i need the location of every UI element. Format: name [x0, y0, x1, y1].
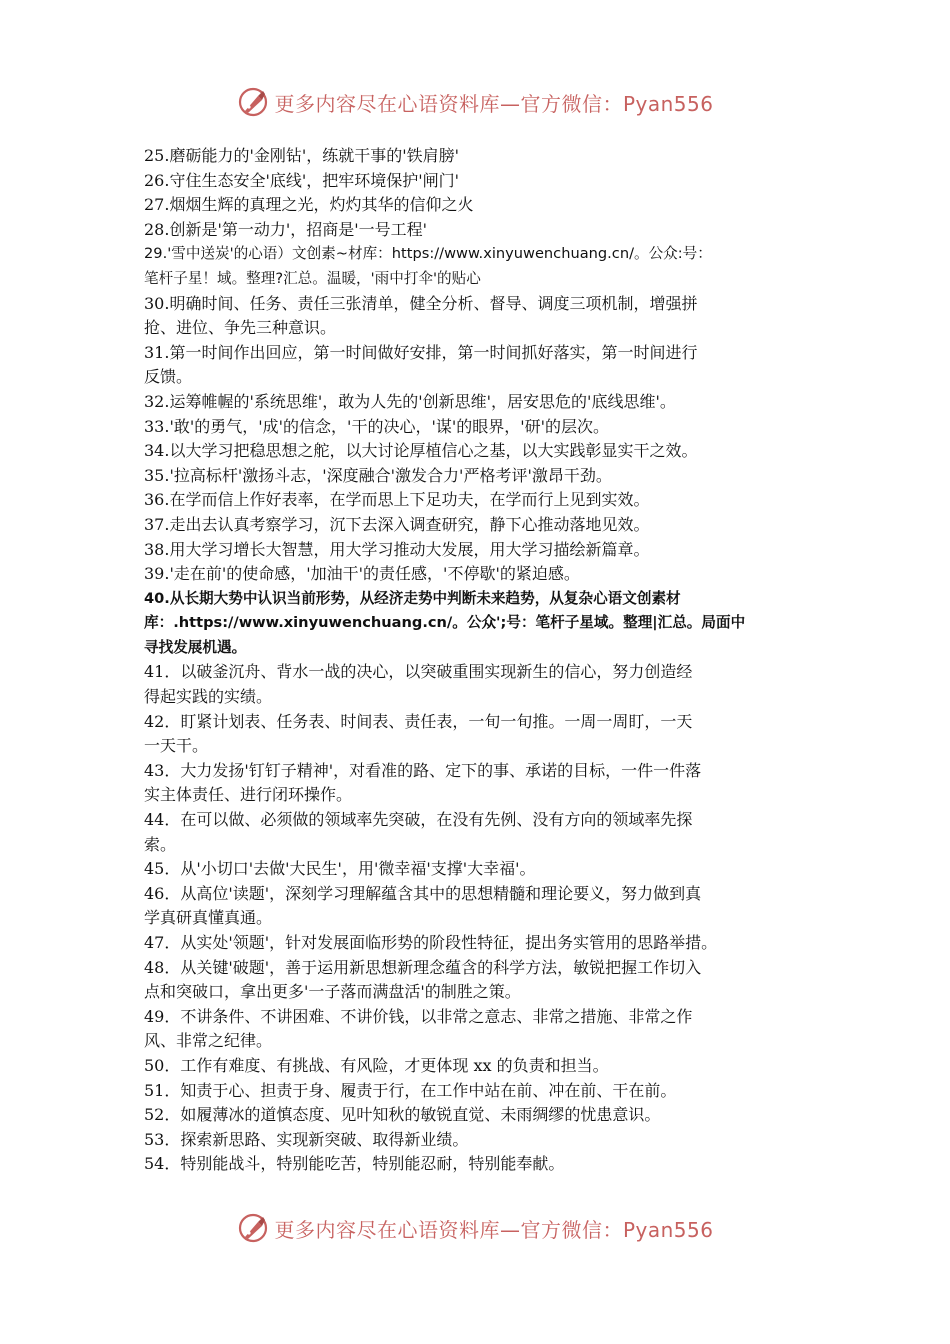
text-line: 28.创新是'第一动力'，招商是'一号工程': [144, 219, 428, 239]
text-line: 26.守住生态安全'底线'，把牢环境保护'闸门': [144, 170, 460, 190]
text-line: 索。: [144, 834, 177, 854]
text-line: 45．从'小切口'去做'大民生'，用'微幸福'支撑'大幸福'。: [144, 859, 536, 879]
banner-text: 更多内容尽在心语资料库—官方微信：Pyan556: [274, 1217, 714, 1242]
text-line: 44．在可以做、必须做的领域率先突破，在没有先例、没有方向的领域率先探: [144, 810, 693, 830]
text-line: 一天干。: [144, 736, 209, 756]
text-line: 52．如履薄冰的道慎态度、见叶知秋的敏锐直觉、未雨绸缪的忧患意识。: [144, 1105, 661, 1125]
text-line: 学真研真懂真通。: [144, 908, 273, 928]
text-line: 33.'敢'的勇气，'成'的信念，'干的决心，'谋'的眼界，'研'的层次。: [144, 416, 610, 436]
text-line: 41．以破釜沉舟、背水一战的决心，以突破重围实现新生的信心，努力创造经: [144, 662, 693, 682]
text-line: 笔杆子星！域。整理?汇总。温暖，'雨中打伞'的贴心: [144, 269, 481, 287]
text-line: 42．盯紧计划表、任务表、时间表、责任表，一旬一旬推。一周一周盯，一天: [144, 711, 693, 731]
text-line: 寻找发展机遇。: [144, 638, 247, 656]
header-banner: [0, 80, 950, 124]
text-line: 25.磨砺能力的'金刚钻'，练就干事的'铁肩膀': [144, 146, 460, 165]
text-line: 39.'走在前'的使命感，'加油干'的责任感，'不停歇'的紧迫感。: [144, 564, 580, 584]
text-line: 点和突破口，拿出更多'一子落而满盘活'的制胜之策。: [144, 982, 521, 1002]
text-line: 35.'拉高标杆'激扬斗志，'深度融合'激发合力'严格考评'激昂干劲。: [144, 465, 612, 485]
text-line: 49．不讲条件、不讲困难、不讲价钱，以非常之意志、非常之措施、非常之作: [144, 1006, 693, 1026]
text-line: 得起实践的实绩。: [144, 687, 273, 707]
text-line: 51．知责于心、担责于身、履责于行，在工作中站在前、冲在前、干在前。: [144, 1080, 677, 1100]
footer-banner: [0, 1206, 950, 1250]
text-line: 46．从高位'读题'，深刻学习理解蕴含其中的思想精髓和理论要义，努力做到真: [144, 883, 702, 903]
text-line: 34.以大学习把稳思想之舵，以大讨论厚植信心之基，以大实践彰显实干之效。: [144, 441, 698, 461]
text-line: 50．工作有难度、有挑战、有风险，才更体现 xx 的负责和担当。: [144, 1055, 609, 1075]
text-line: 抢、进位、争先三种意识。: [144, 318, 337, 338]
text-line: 27.烟烟生辉的真理之光，灼灼其华的信仰之火: [144, 195, 474, 215]
text-line: 实主体责任、进行闭环操作。: [144, 785, 353, 805]
pen-nib-logo-icon: [236, 1211, 270, 1245]
text-line: 库：.https://www.xinyuwenchuang.cn/。公众';号：笔杆子星域。整理|汇总。局面中: [144, 614, 746, 632]
text-line: 36.在学而信上作好表率，在学而思上下足功夫，在学而行上见到实效。: [144, 490, 650, 510]
text-line: 31.第一时间作出回应，第一时间做好安排，第一时间抓好落实，第一时间进行: [144, 342, 698, 362]
text-line: 54．特别能战斗，特别能吃苦，特别能忍耐，特别能奉献。: [144, 1154, 565, 1174]
text-line: 反馈。: [144, 367, 193, 387]
text-line: 32.运筹帷幄的'系统思维'，敢为人先的'创新思维'，居安思危的'底线思维'。: [144, 391, 676, 411]
text-line: 29.'雪中送炭'的心语）文创素~材库：https://www.xinyuwenchuang.cn/。公众:号：: [144, 245, 712, 263]
text-line: 37.走出去认真考察学习，沉下去深入调查研究，静下心推动落地见效。: [144, 514, 650, 534]
text-line: 风、非常之纪律。: [144, 1031, 273, 1051]
pen-nib-logo-icon: [236, 85, 270, 119]
text-line: 48．从关键'破题'，善于运用新思想新理念蕴含的科学方法，敏锐把握工作切入: [144, 957, 702, 977]
text-line: 43．大力发扬'钉钉子精神'，对看准的路、定下的事、承诺的目标，一件一件落: [144, 760, 702, 780]
text-line: 53．探索新思路、实现新突破、取得新业绩。: [144, 1129, 469, 1149]
text-line: 47．从实处'领题'，针对发展面临形势的阶段性特征，提出务实管用的思路举措。: [144, 933, 718, 952]
text-line: 30.明确时间、任务、责任三张清单，健全分析、督导、调度三项机制，增强拼: [144, 293, 698, 313]
text-line: 38.用大学习增长大智慧，用大学习推动大发展，用大学习描绘新篇章。: [144, 539, 650, 559]
text-line: 40.从长期大势中认识当前形势，从经济走势中判断未来趋势，从复杂心语文创素材: [144, 589, 681, 607]
banner-text: 更多内容尽在心语资料库—官方微信：Pyan556: [274, 91, 714, 116]
document-body: [144, 144, 814, 1177]
